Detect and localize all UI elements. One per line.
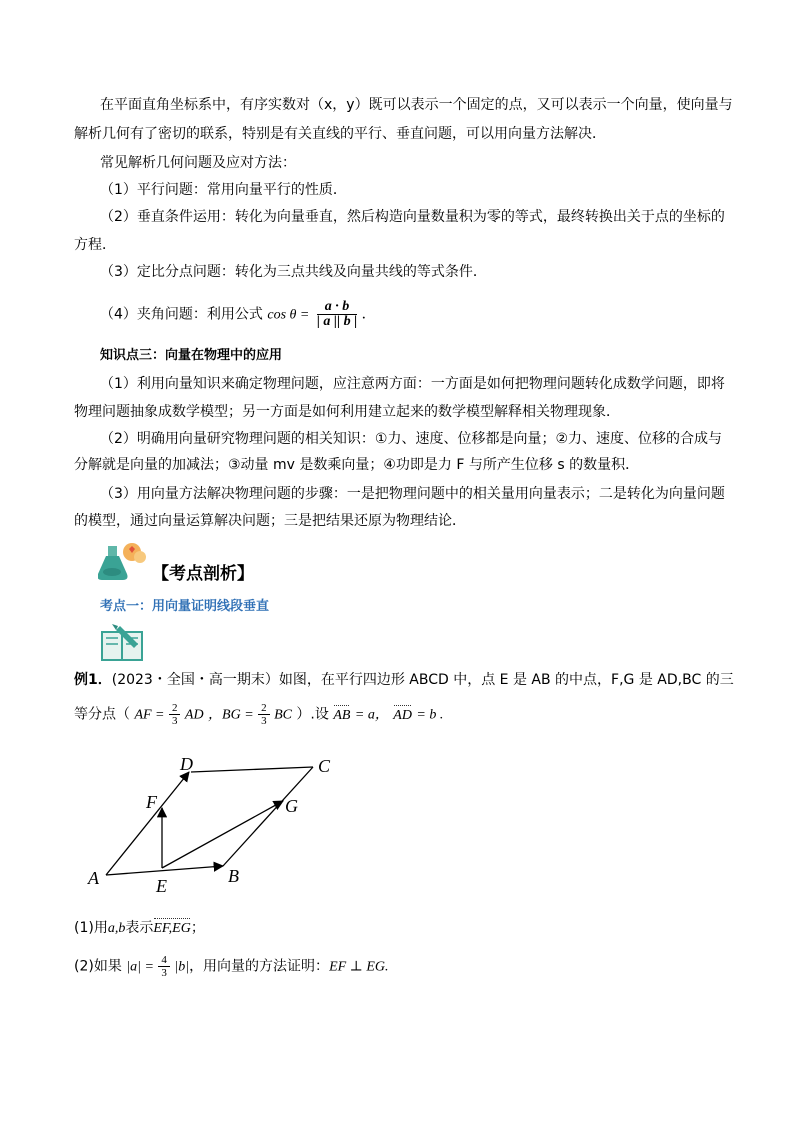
flask-icon: [98, 542, 150, 582]
af-fraction: [169, 702, 181, 727]
item-perpendicular-1: （2）垂直条件运用：转化为向量垂直，然后构造向量数量积为零的等式，最终转换出关于点的坐标的: [100, 209, 725, 225]
vector-ab-eq: = a，: [354, 707, 389, 723]
item-ratio: （3）定比分点问题：转化为三点共线及向量共线的等式条件．: [100, 264, 487, 280]
physics-item-2-line-1: （2）明确用向量研究物理问题的相关知识：①力、速度、位移都是向量；②力、速度、位移的合成与: [100, 431, 723, 447]
physics-item-3-line-1: （3）用向量方法解决物理问题的步骤：一是把物理问题中的相关量用向量表示；二是转化为向量问题: [100, 486, 725, 502]
q2-abs-b: |b|: [174, 959, 190, 975]
kaodian-banner: 【考点剖析】: [152, 564, 254, 584]
label-g: G: [285, 796, 298, 816]
q2-den: 3: [161, 967, 167, 979]
edge-cb: [223, 767, 313, 866]
label-b: B: [228, 866, 239, 886]
book-pencil-icon: [100, 622, 146, 662]
af-den: 3: [171, 715, 178, 727]
label-f: F: [146, 792, 157, 812]
q2-num: 4: [158, 954, 170, 967]
physics-item-1-line-1: （1）利用向量知识来确定物理问题，应注意两方面：一方面是如何把物理问题转化成数学问题，即将: [100, 376, 725, 392]
item-angle: [100, 300, 376, 329]
af-tail: AD: [184, 707, 204, 723]
af-eq: AF =: [134, 707, 165, 723]
q1-prefix: (1)用: [74, 920, 108, 936]
q2-mid: ，用向量的方法证明：: [189, 958, 330, 975]
q1-targets: EF,EG: [153, 919, 190, 939]
label-a: A: [88, 868, 99, 888]
physics-item-3-line-2: 的模型，通过向量运算解决问题；三是把结果还原为物理结论．: [74, 513, 466, 529]
label-c: C: [318, 756, 331, 776]
example-1-line-1: [74, 670, 734, 690]
example-1-set: ）.设: [296, 706, 329, 723]
vector-eg: [162, 801, 283, 868]
physics-item-1-line-2: 物理问题抽象成数学模型；另一方面是如何利用建立起来的数学模型解释相关物理现象．: [74, 404, 620, 420]
q1-end: ；: [190, 920, 205, 936]
vector-ad: AD: [393, 706, 412, 726]
item-parallel: （1）平行问题：常用向量平行的性质．: [100, 182, 347, 198]
q2-fraction: [158, 954, 170, 979]
example-label: 例1．: [74, 672, 112, 688]
vector-ad-eq: = b .: [416, 707, 444, 723]
example-1-open: 等分点（: [74, 706, 130, 723]
cos-formula-numerator: a · b: [317, 300, 357, 315]
bg-fraction: [258, 702, 270, 727]
item-perpendicular-2: 方程．: [74, 237, 116, 253]
q1-vectors: a,b: [107, 921, 126, 936]
example-1-line-2: [74, 702, 443, 727]
vector-ab: AB: [333, 706, 350, 726]
item-angle-suffix: ．: [361, 306, 376, 323]
item-angle-prefix: （4）夹角问题：利用公式: [100, 306, 263, 323]
cos-formula-denominator: | a || b |: [316, 314, 358, 329]
question-1: [74, 918, 205, 939]
intro-methods-heading: 常见解析几何问题及应对方法：: [100, 155, 296, 171]
edge-dc: [191, 767, 313, 772]
intro-line-1: 在平面直角坐标系中，有序实数对（x，y）既可以表示一个固定的点，又可以表示一个向量，使向量与: [100, 97, 733, 113]
parallelogram-figure: [80, 750, 350, 900]
af-num: 2: [169, 702, 181, 715]
bg-eq: ，BG =: [208, 707, 254, 723]
q2-claim: EF ⊥ EG.: [329, 959, 389, 975]
q1-mid: 表示: [125, 920, 154, 936]
example-1-text: (2023・全国・高一期末）如图，在平行四边形 ABCD 中，点 E 是 AB 的中点，F,G 是 AD,BC 的三: [111, 672, 734, 688]
intro-line-2: 解析几何有了密切的联系，特别是有关直线的平行、垂直问题，可以用向量方法解决．: [74, 126, 606, 142]
question-2: [74, 954, 389, 979]
q2-abs-a: |a| =: [126, 959, 154, 975]
kaodian-subheading: 考点一：用向量证明线段垂直: [100, 599, 270, 614]
q2-prefix: (2)如果: [74, 958, 122, 975]
label-e: E: [156, 876, 167, 896]
physics-item-2-line-2: 分解就是向量的加减法；③动量 mv 是数乘向量；④功即是力 F 与所产生位移 s 的数量积．: [74, 457, 640, 473]
bg-tail: BC: [274, 707, 292, 723]
label-d: D: [180, 754, 193, 774]
bg-den: 3: [261, 715, 267, 727]
cos-formula-lhs: cos θ =: [267, 307, 310, 323]
section-heading: 知识点三：向量在物理中的应用: [100, 348, 283, 363]
cos-formula-fraction: [317, 300, 357, 329]
bg-num: 2: [258, 702, 270, 715]
